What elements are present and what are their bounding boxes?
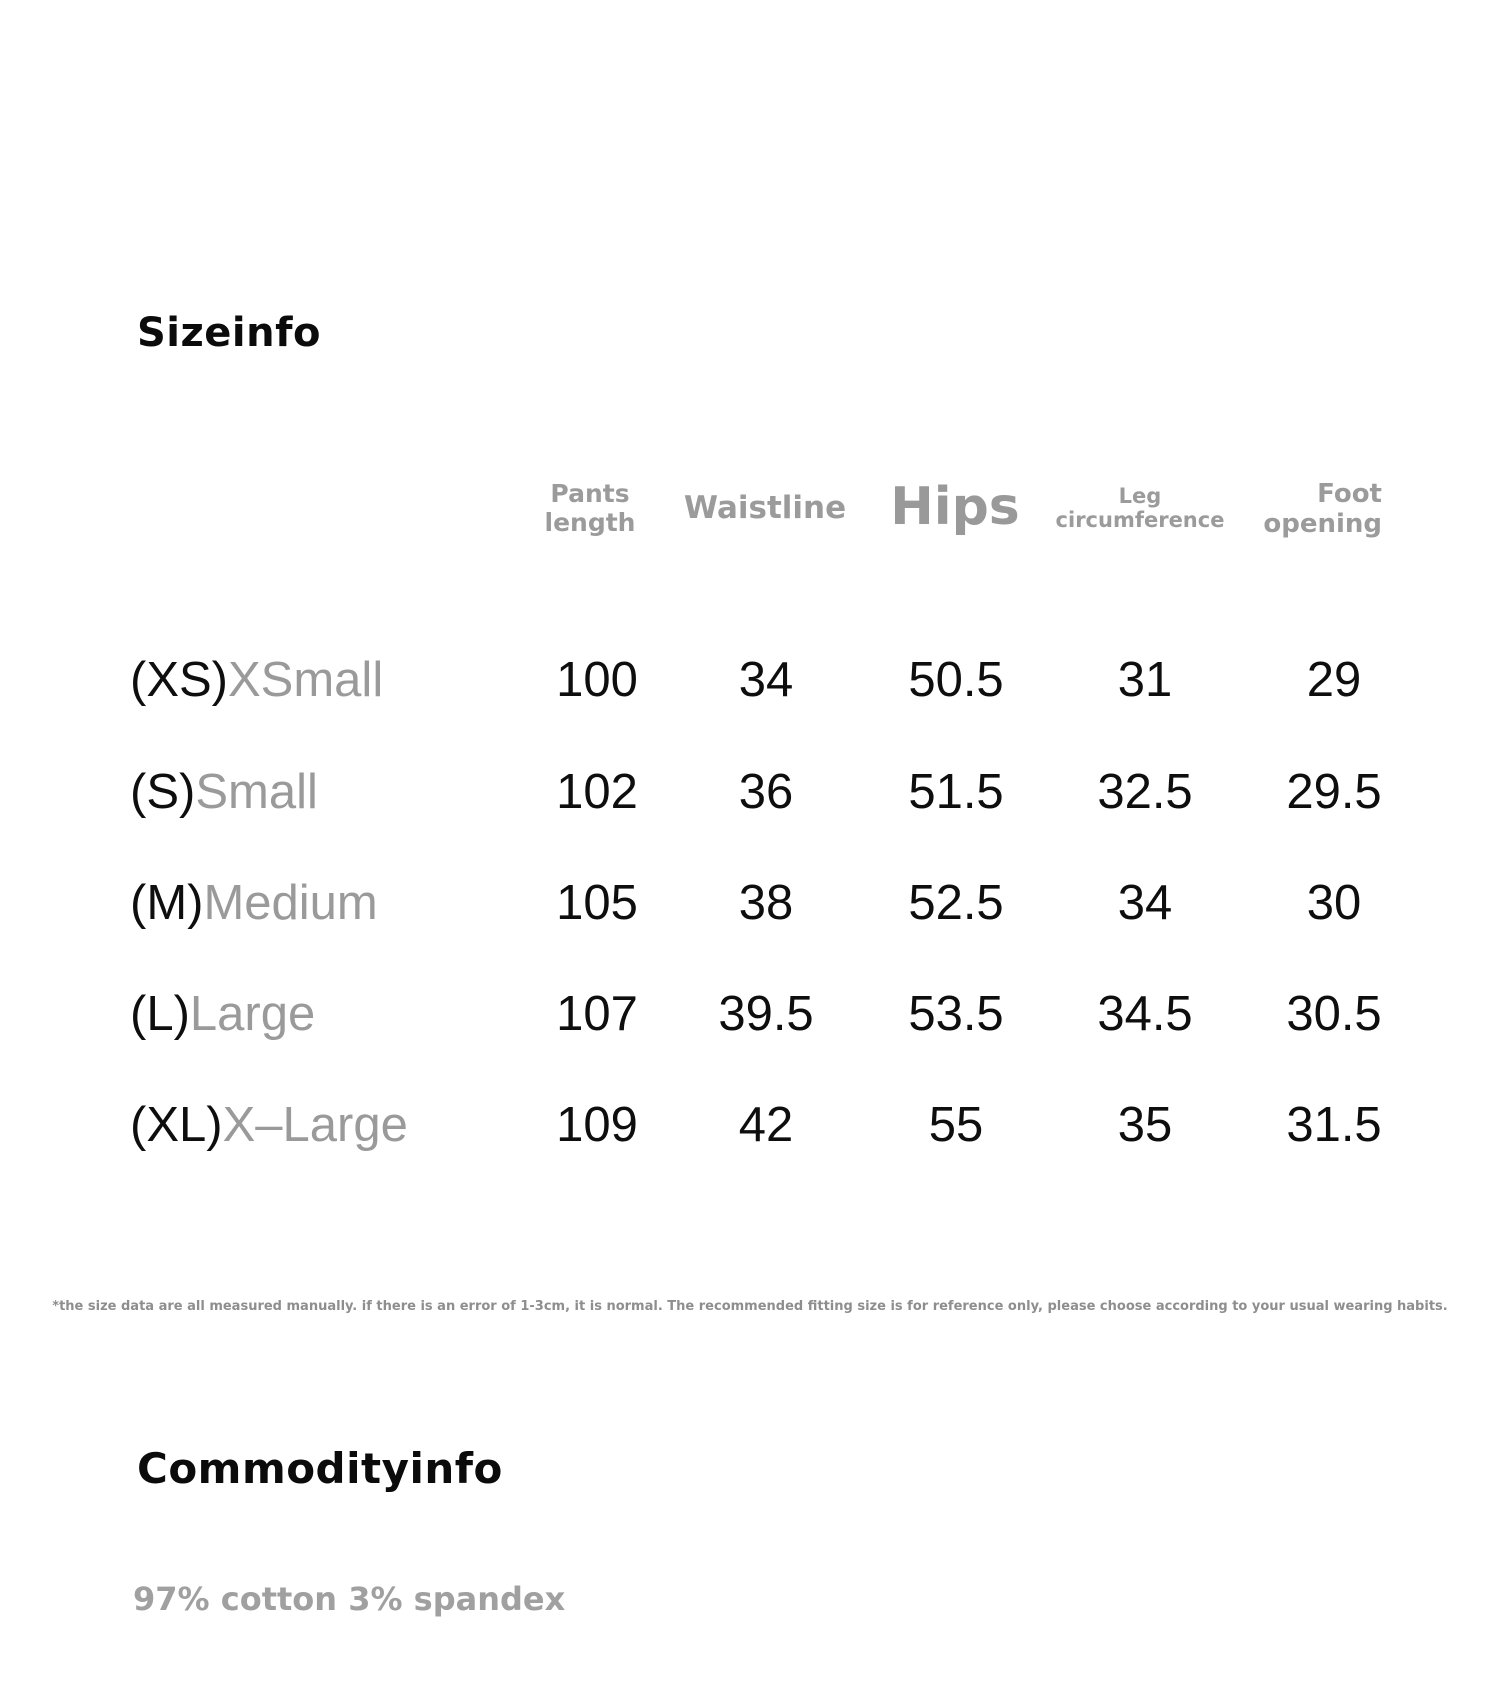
size-name: Large — [189, 987, 316, 1041]
table-cell-foot: 30.5 — [1286, 987, 1382, 1041]
size-code: (M) — [130, 876, 204, 930]
size-label-s — [130, 764, 318, 820]
table-cell-pants-length: 107 — [556, 987, 638, 1041]
table-cell-leg: 34.5 — [1097, 987, 1193, 1041]
size-code: (L) — [130, 987, 190, 1041]
size-label-l — [130, 986, 315, 1042]
table-cell-hips: 55 — [928, 1098, 984, 1152]
table-cell-hips: 51.5 — [908, 765, 1004, 819]
table-cell-pants-length: 109 — [556, 1098, 638, 1152]
table-cell-hips: 53.5 — [908, 987, 1004, 1041]
header-leg-line1: Leg — [1118, 484, 1162, 508]
table-cell-waistline: 39.5 — [718, 987, 814, 1041]
header-foot-opening — [1250, 480, 1382, 540]
table-cell-pants-length: 100 — [556, 653, 638, 707]
measurement-note: *the size data are all measured manually. if there is an error of 1-3cm, it is normal. The recommended fitting size is for reference only, please choose according to your usual wearing habits. — [52, 1299, 1448, 1314]
header-leg-circumference — [1050, 484, 1230, 532]
size-code: (XL) — [130, 1098, 223, 1152]
table-cell-leg: 31 — [1117, 653, 1173, 707]
table-cell-leg: 35 — [1117, 1098, 1173, 1152]
header-foot-line2: opening — [1263, 508, 1382, 539]
table-cell-foot: 29 — [1306, 653, 1362, 707]
commodity-info-title: Commodityinfo — [137, 1444, 503, 1493]
table-cell-waistline: 34 — [738, 653, 794, 707]
table-cell-pants-length: 105 — [556, 876, 638, 930]
table-cell-leg: 34 — [1117, 876, 1173, 930]
header-foot-line1: Foot — [1317, 479, 1382, 509]
size-name: XSmall — [228, 653, 384, 707]
header-hips: Hips — [890, 477, 1020, 537]
table-cell-pants-length: 102 — [556, 765, 638, 819]
header-waistline: Waistline — [683, 490, 847, 526]
table-cell-hips: 52.5 — [908, 876, 1004, 930]
header-leg-line2: circumference — [1055, 508, 1225, 533]
table-cell-leg: 32.5 — [1097, 765, 1193, 819]
table-cell-waistline: 38 — [738, 876, 794, 930]
size-name: X–Large — [222, 1098, 408, 1152]
size-code: (S) — [130, 765, 196, 819]
material-composition: 97% cotton 3% spandex — [133, 1580, 566, 1618]
header-pants-length — [530, 480, 650, 538]
size-label-m — [130, 875, 378, 931]
size-name: Small — [195, 765, 318, 819]
table-cell-foot: 30 — [1306, 876, 1362, 930]
size-name: Medium — [203, 876, 378, 930]
size-code: (XS) — [130, 653, 228, 707]
table-cell-foot: 31.5 — [1286, 1098, 1382, 1152]
table-cell-foot: 29.5 — [1286, 765, 1382, 819]
size-label-xl — [130, 1097, 408, 1153]
table-cell-waistline: 42 — [738, 1098, 794, 1152]
header-pants-length-line2: length — [544, 507, 636, 537]
table-cell-hips: 50.5 — [908, 653, 1004, 707]
table-cell-waistline: 36 — [738, 765, 794, 819]
size-info-title: Sizeinfo — [137, 310, 321, 356]
header-pants-length-line1: Pants — [550, 479, 630, 508]
size-label-xs — [130, 652, 383, 708]
